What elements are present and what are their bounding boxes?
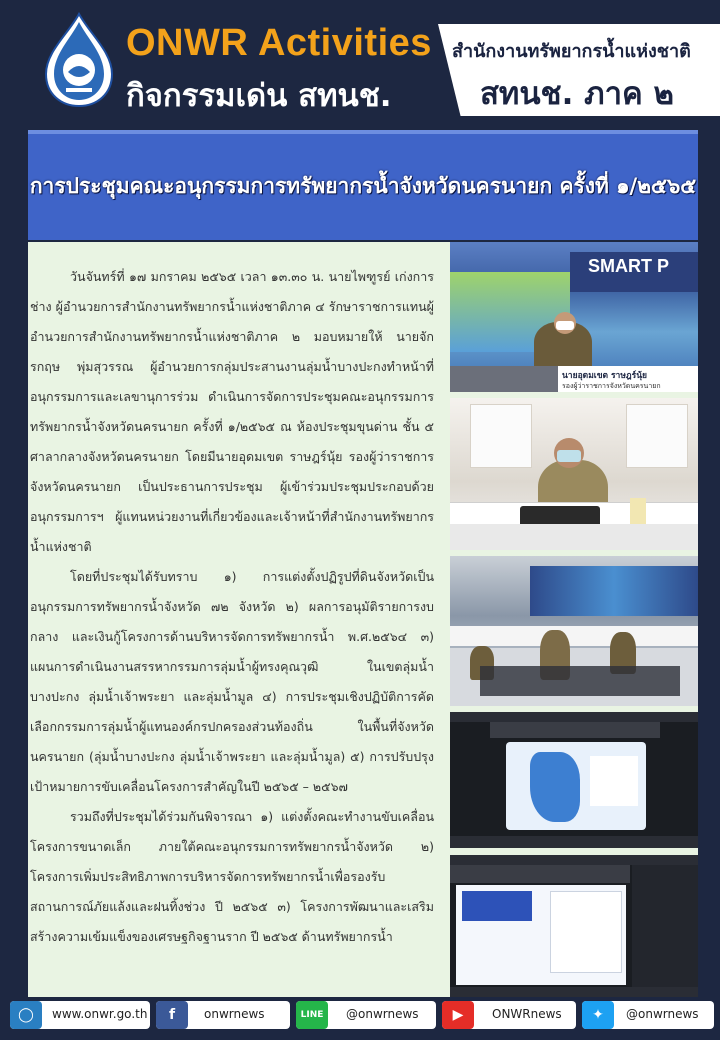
article-text xyxy=(30,262,434,952)
page-title: การประชุมคณะอนุกรรมการทรัพยากรน้ำจังหวัดนครนายก ครั้งที่ ๑/๒๕๖๕ xyxy=(29,174,697,198)
footer-twitter[interactable] xyxy=(582,1001,714,1029)
region-label: สทนช. ภาค ๒ xyxy=(480,76,674,112)
twitter-icon: ✦ xyxy=(582,1001,614,1029)
title-bar xyxy=(28,130,698,240)
line-icon: LINE xyxy=(296,1001,328,1029)
youtube-label: ONWRnews xyxy=(492,1007,562,1021)
facebook-label: onwrnews xyxy=(204,1007,265,1021)
caption-role: รองผู้ว่าราชการจังหวัดนครนายก xyxy=(562,382,661,390)
screenshot-online-meeting-1 xyxy=(450,712,698,848)
photo-chairman xyxy=(450,242,698,392)
onwr-logo-icon xyxy=(38,12,120,108)
youtube-icon: ▶ xyxy=(442,1001,474,1029)
website-label: www.onwr.go.th xyxy=(52,1007,148,1021)
header-title-en: ONWR Activities xyxy=(126,22,432,64)
photo-meeting-front xyxy=(450,398,698,550)
paragraph-1: วันจันทร์ที่ ๑๗ มกราคม ๒๕๖๕ เวลา ๑๓.๓๐ น. นายไพฑูรย์ เก่งการช่าง ผู้อำนวยการสำนักงานทรัพยากรน้ำแห่งชาติภาค ๔ รักษาราชการแทนผู้อำนวยการสำนักงานทรัพยากรน้ำแห่งชาติภาค ๒ มอบหมายให้ นายจักรกฤษ พุ่มสุวรรณ ผู้อำนวยการกลุ่มประสานงานลุ่มน้ำบางปะกงทำหน้าที่อนุกรรมการและเลขานุการร่วม ดำเนินการจัดการประชุมคณะอนุกรรมการทรัพยากรน้ำจังหวัดนครนายก ครั้งที่ ๑/๒๕๖๕ ณ ห้องประชุมขุนด่าน ชั้น ๕ ศาลากลางจังหวัดนครนายก โดยมีนายอุดมเขต ราษฎร์นุ้ย รองผู้ว่าราชการจังหวัดนครนายก เป็นประธานการประชุม ผู้เข้าร่วมประชุมประกอบด้วย อนุกรรมการฯ ผู้แทนหน่วยงานที่เกี่ยวข้องและเจ้าหน้าที่สำนักงานทรัพยากรน้ำแห่งชาติ xyxy=(30,269,434,554)
line-label: @onwrnews xyxy=(346,1007,419,1021)
facebook-icon: f xyxy=(156,1001,188,1029)
screenshot-online-meeting-2 xyxy=(450,855,698,997)
twitter-label: @onwrnews xyxy=(626,1007,699,1021)
banner-text: SMART P xyxy=(588,256,669,276)
paragraph-2: โดยที่ประชุมได้รับทราบ ๑) การแต่งตั้งปฏิรูปที่ดินจังหวัดเป็นอนุกรรมการทรัพยากรน้ำจังหวัด ๗๒ จังหวัด ๒) ผลการอนุมัติรายการงบกลาง และเงินกู้โครงการด้านบริหารจัดการทรัพยากรน้ำ พ.ศ.๒๕๖๔ ๓) แผนการดำเนินงานสรรหากรรมการลุ่มน้ำผู้ทรงคุณวุฒิ ในเขตลุ่มน้ำบางปะกง ลุ่มน้ำเจ้าพระยา และลุ่มน้ำมูล ๔) การประชุมเชิงปฏิบัติการคัดเลือกกรรมการลุ่มน้ำผู้แทนองค์กรปกครองส่วนท้องถิ่น ในพื้นที่จังหวัดนครนายก (ลุ่มน้ำบางปะกง ลุ่มน้ำเจ้าพระยา และลุ่มน้ำมูล) ๕) การปรับปรุงเป้าหมายการขับเคลื่อนโครงการสำคัญในปี ๒๕๖๕ – ๒๕๖๗ xyxy=(30,569,434,794)
paragraph-3: รวมถึงที่ประชุมได้ร่วมกันพิจารณา ๑) แต่งตั้งคณะทำงานขับเคลื่อนโครงการขนาดเล็ก ภายใต้คณะอนุกรรมการทรัพยากรน้ำจังหวัด ๒) โครงการเพิ่มประสิทธิภาพการบริหารจัดการทรัพยากรน้ำเพื่อรองรับสถานการณ์ภัยแล้งและฝนทิ้งช่วง ปี ๒๕๖๕ ๓) โครงการพัฒนาและเสริมสร้างความเข้มแข็งของเศรษฐกิจฐานราก ปี ๒๕๖๕ ด้านทรัพยากรน้ำ xyxy=(30,809,434,944)
footer-website[interactable] xyxy=(10,1001,150,1029)
globe-icon: ◯ xyxy=(10,1001,42,1029)
header-title-th: กิจกรรมเด่น สทนช. xyxy=(126,78,392,114)
header xyxy=(0,0,720,122)
footer-line[interactable] xyxy=(296,1001,436,1029)
photo-meeting-room xyxy=(450,556,698,706)
org-name: สำนักงานทรัพยากรน้ำแห่งชาติ xyxy=(452,41,691,62)
caption-name: นายอุดมเขต ราษฎร์นุ้ย xyxy=(562,371,647,381)
footer-facebook[interactable] xyxy=(156,1001,290,1029)
footer-youtube[interactable] xyxy=(442,1001,576,1029)
